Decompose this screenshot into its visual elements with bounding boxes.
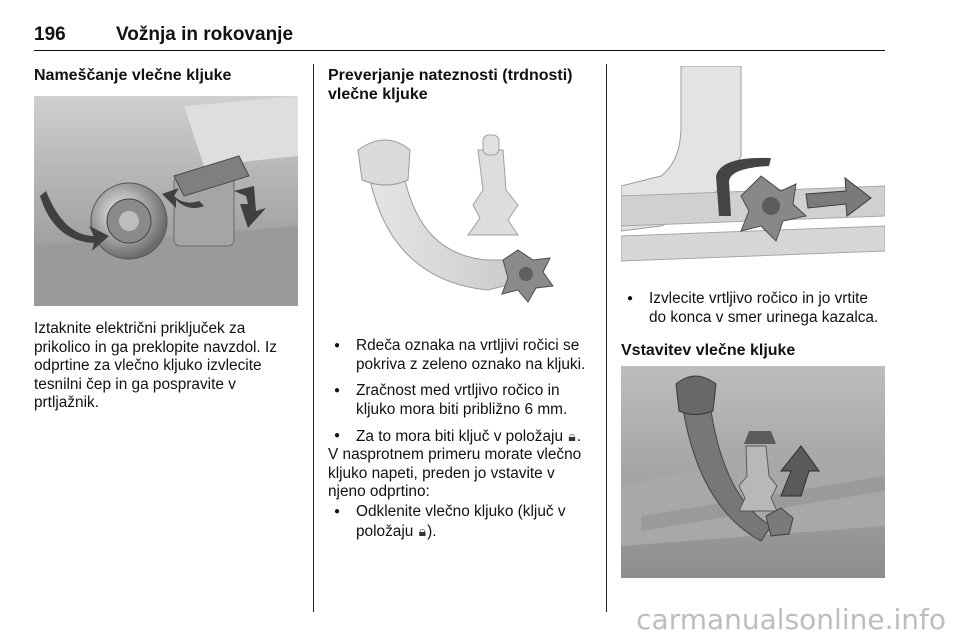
- bullet-item: [328, 427, 594, 447]
- section-heading-insert: Vstavitev vlečne kljuke: [621, 342, 796, 359]
- section-heading-install: Nameščanje vlečne kljuke: [34, 67, 232, 84]
- page-title: Vožnja in rokovanje: [116, 24, 294, 45]
- section-heading-check: Preverjanje nateznosti (trdnosti) vlečne kljuke: [328, 67, 573, 103]
- key-unlock-icon: 🔒︎: [418, 522, 427, 539]
- bullet-text: Odklenite vlečno kljuko (ključ v položaju: [356, 503, 566, 540]
- rotate-bullet-list: [621, 290, 889, 335]
- bullet-text-end: ).: [427, 522, 437, 540]
- watermark: carmanualsonline.info: [636, 603, 946, 636]
- figure-rotate-handle: [621, 66, 885, 276]
- bullet-text: Izvlecite vrtljivo ročico in jo vrtite do konca v smer urinega kazalca.: [649, 290, 879, 326]
- bullet-item: [621, 290, 889, 327]
- figure-towbar-check: [328, 110, 592, 328]
- bullet-text: Za to mora biti ključ v položaju: [356, 428, 564, 445]
- bullet-item: [328, 337, 594, 374]
- check-bullet-list: [328, 337, 594, 455]
- tension-bullet-list: [328, 503, 594, 549]
- column-divider: [606, 64, 607, 612]
- figure-insert-towbar: [621, 366, 885, 578]
- bullet-text: Rdeča oznaka na vrtljivi ročici se pokriva z zeleno oznako na kljuki.: [356, 337, 586, 373]
- bullet-item: [328, 503, 594, 541]
- bullet-item: [328, 382, 594, 419]
- bullet-text: Zračnost med vrtljivo ročico in kljuko mora biti približno 6 mm.: [356, 382, 568, 418]
- page-number: 196: [34, 24, 66, 45]
- column-divider: [313, 64, 314, 612]
- paragraph-install: Iztaknite električni priključek za prikolico in ga preklopite navzdol. Iz odprtine za vlečno kljuko izvlecite tesnilni čep in ga pospravite v prtljažnik.: [34, 320, 277, 411]
- bullet-text-end: .: [576, 428, 582, 445]
- paragraph-tension: V nasprotnem primeru morate vlečno kljuko napeti, preden jo vstavite v njeno odprtino:: [328, 446, 582, 500]
- figure-socket-fold: [34, 96, 298, 306]
- key-lock-icon: 🔒︎: [568, 428, 576, 444]
- page-header: [34, 22, 885, 51]
